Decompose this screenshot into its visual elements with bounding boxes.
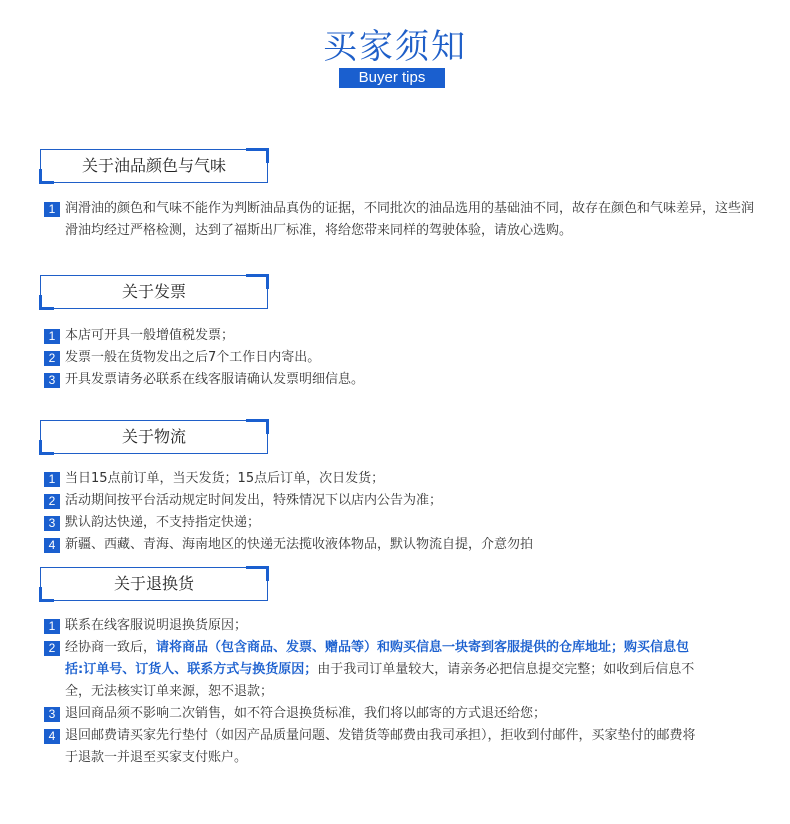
section-title-box-invoice [40, 275, 268, 309]
number-badge: 3 [44, 373, 60, 388]
number-badge: 2 [44, 494, 60, 509]
item-text: 退回商品须不影响二次销售，如不符合退换货标准，我们将以邮寄的方式退还给您； [65, 706, 547, 721]
item-text: 开具发票请务必联系在线客服请确认发票明细信息。 [65, 372, 365, 387]
list-item [44, 369, 774, 391]
item-text: 退回邮费请买家先行垫付（如因产品质量问题、发错货等邮费由我司承担），拒收到付邮件，买家垫付的邮费将于退款一并退至买家支付账户。 [65, 728, 696, 765]
number-badge: 2 [44, 641, 60, 656]
section-title: 关于退换货 [113, 574, 194, 593]
section-list-color-smell [44, 198, 764, 242]
number-badge: 4 [44, 538, 60, 553]
section-title-box-color-smell [40, 149, 268, 183]
item-text: 发票一般在货物发出之后7个工作日内寄出。 [65, 350, 321, 365]
list-item [44, 490, 774, 512]
section-title: 关于物流 [121, 427, 186, 446]
list-item [44, 534, 774, 556]
list-item [44, 637, 704, 703]
number-badge: 3 [44, 516, 60, 531]
list-item [44, 615, 704, 637]
section-list-logistics [44, 468, 774, 556]
item-text: 润滑油的颜色和气味不能作为判断油品真伪的证据，不同批次的油品选用的基础油不同，故存在颜色和气味差异，这些润滑油均经过严格检测，达到了福斯出厂标准，将给您带来同样的驾驶体验，请放心选购。 [65, 201, 755, 238]
list-item [44, 198, 764, 242]
number-badge: 1 [44, 472, 60, 487]
item-text: 当日15点前订单，当天发货；15点后订单，次日发货； [65, 471, 385, 486]
item-text: 新疆、西藏、青海、海南地区的快递无法揽收液体物品，默认物流自提，介意勿拍 [65, 537, 534, 552]
list-item [44, 703, 704, 725]
list-item [44, 512, 774, 534]
item-text: 由于我司订单量较大，请亲务必把信息提交完整；如收到后信息不全，无法核实订单来源，恕不退款； [65, 662, 695, 699]
number-badge: 4 [44, 729, 60, 744]
item-text: 默认韵达快递，不支持指定快递； [65, 515, 261, 530]
page-title: 买家须知 [323, 27, 467, 67]
section-list-returns [44, 615, 704, 769]
list-item [44, 725, 704, 769]
section-title: 关于油品颜色与气味 [81, 156, 226, 175]
section-title-box-logistics [40, 420, 268, 454]
section-title: 关于发票 [121, 282, 186, 301]
section-list-invoice [44, 325, 774, 391]
section-title-box-returns [40, 567, 268, 601]
number-badge: 2 [44, 351, 60, 366]
list-item [44, 347, 774, 369]
item-text: 联系在线客服说明退换货原因； [65, 618, 248, 633]
number-badge: 3 [44, 707, 60, 722]
page-subtitle-badge: Buyer tips [339, 68, 445, 88]
number-badge: 1 [44, 329, 60, 344]
item-highlight-text: 请将商品（包含商品、发票、赠品等）和购买信息一块寄到客服提供的仓库地址；购买信息包括:订单号、订货人、联系方式与换货原因； [65, 640, 690, 677]
item-text: 活动期间按平台活动规定时间发出，特殊情况下以店内公告为准； [65, 493, 443, 508]
list-item [44, 325, 774, 347]
number-badge: 1 [44, 619, 60, 634]
number-badge: 1 [44, 202, 60, 217]
list-item [44, 468, 774, 490]
item-text: 本店可开具一般增值税发票； [65, 328, 235, 343]
item-text: 经协商一致后， [65, 640, 157, 655]
